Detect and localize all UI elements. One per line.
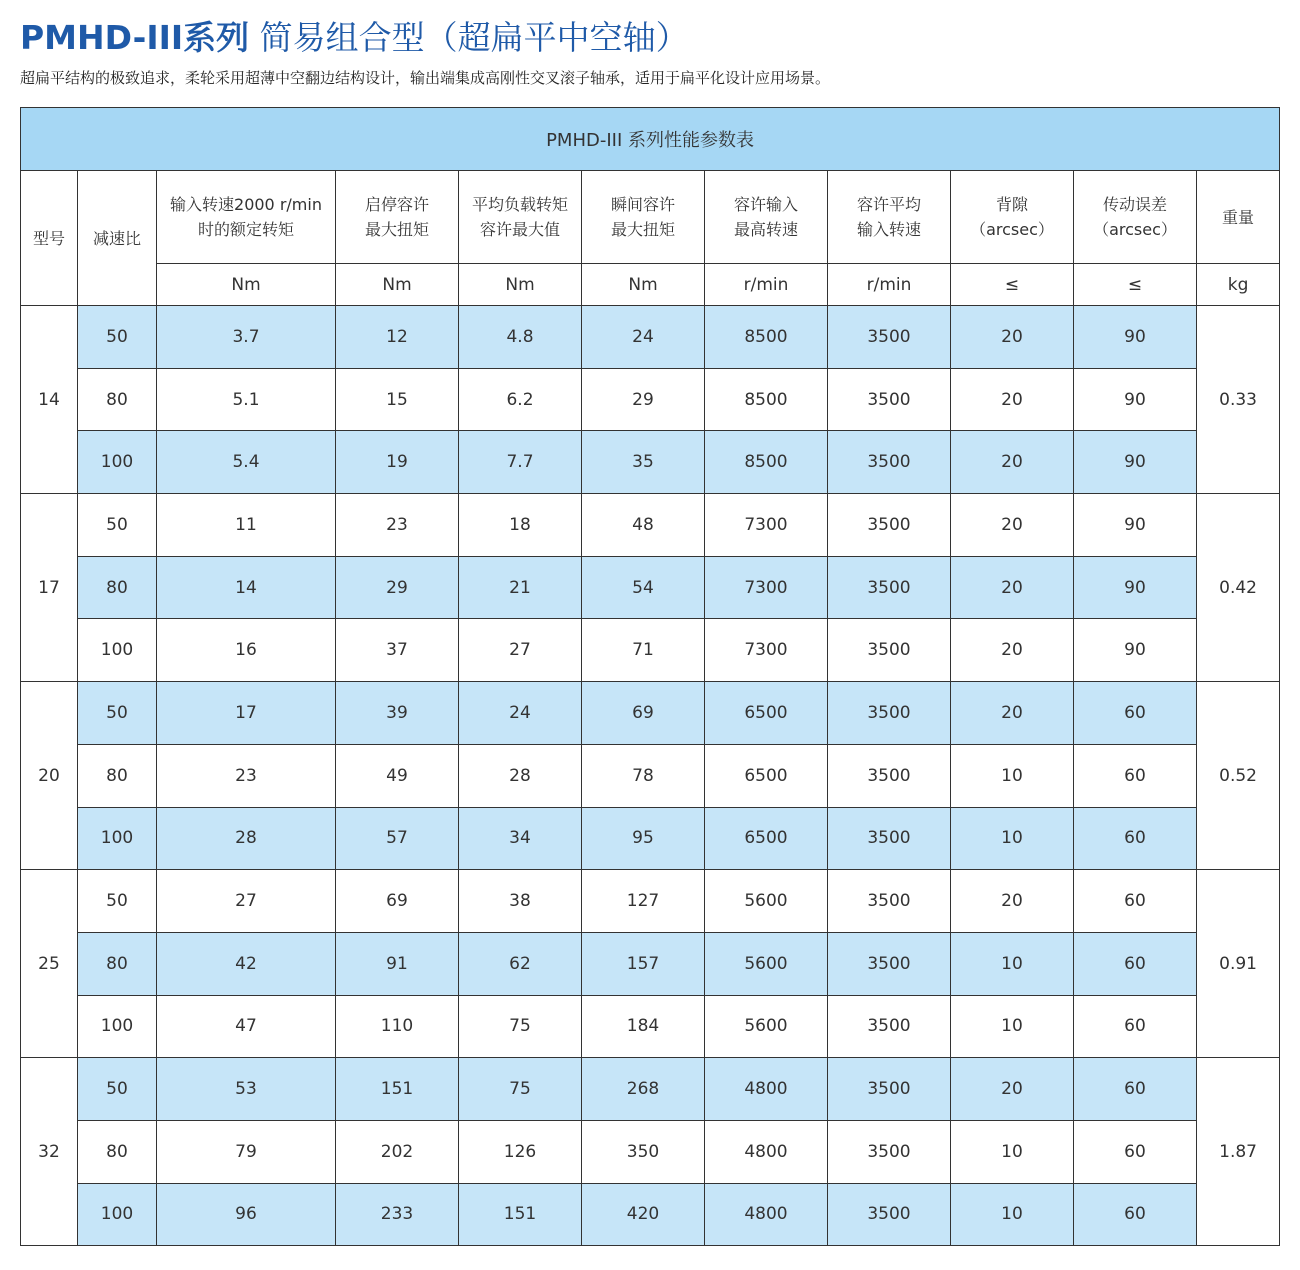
header-weight: 重量	[1197, 171, 1280, 264]
table-cell: 19	[336, 431, 459, 494]
table-cell: 100	[78, 619, 157, 682]
table-cell: 90	[1074, 368, 1197, 431]
table-row	[21, 1183, 1280, 1246]
table-cell: 90	[1074, 619, 1197, 682]
table-cell: 14	[157, 556, 336, 619]
table-cell: 20	[951, 682, 1074, 745]
table-cell: 95	[582, 807, 705, 870]
table-cell: 6500	[705, 682, 828, 745]
table-cell: 50	[78, 870, 157, 933]
table-cell: 54	[582, 556, 705, 619]
table-cell: 34	[459, 807, 582, 870]
table-row	[21, 431, 1280, 494]
table-cell: 42	[157, 932, 336, 995]
table-cell: 20	[951, 306, 1074, 369]
table-cell: 3500	[828, 431, 951, 494]
table-cell: 28	[157, 807, 336, 870]
header-transmission-error: 传动误差 （arcsec）	[1074, 171, 1197, 264]
table-cell: 3500	[828, 870, 951, 933]
model-cell: 20	[21, 682, 78, 870]
table-cell: 100	[78, 1183, 157, 1246]
table-cell: 12	[336, 306, 459, 369]
table-cell: 157	[582, 932, 705, 995]
table-row	[21, 682, 1280, 745]
table-row	[21, 619, 1280, 682]
table-cell: 3500	[828, 682, 951, 745]
table-cell: 80	[78, 368, 157, 431]
table-cell: 20	[951, 556, 1074, 619]
table-cell: 8500	[705, 306, 828, 369]
table-row	[21, 1058, 1280, 1121]
table-cell: 20	[951, 368, 1074, 431]
table-cell: 3500	[828, 1120, 951, 1183]
unit-avg-load-torque: Nm	[459, 264, 582, 306]
table-cell: 91	[336, 932, 459, 995]
header-model: 型号	[21, 171, 78, 306]
table-cell: 350	[582, 1120, 705, 1183]
table-cell: 10	[951, 995, 1074, 1058]
table-cell: 16	[157, 619, 336, 682]
table-row	[21, 744, 1280, 807]
table-cell: 3.7	[157, 306, 336, 369]
table-cell: 7300	[705, 494, 828, 557]
table-cell: 7300	[705, 619, 828, 682]
table-cell: 100	[78, 995, 157, 1058]
table-cell: 35	[582, 431, 705, 494]
table-cell: 21	[459, 556, 582, 619]
table-cell: 4800	[705, 1183, 828, 1246]
table-cell: 27	[459, 619, 582, 682]
weight-cell: 0.52	[1197, 682, 1280, 870]
table-cell: 50	[78, 494, 157, 557]
header-avg-load-torque: 平均负载转矩 容许最大值	[459, 171, 582, 264]
table-cell: 420	[582, 1183, 705, 1246]
table-row	[21, 306, 1280, 369]
table-cell: 17	[157, 682, 336, 745]
table-cell: 90	[1074, 556, 1197, 619]
table-cell: 96	[157, 1183, 336, 1246]
weight-cell: 0.91	[1197, 870, 1280, 1058]
table-cell: 69	[582, 682, 705, 745]
header-rated-torque: 输入转速2000 r/min 时的额定转矩	[157, 171, 336, 264]
table-cell: 3500	[828, 556, 951, 619]
table-cell: 3500	[828, 807, 951, 870]
table-row	[21, 556, 1280, 619]
table-cell: 29	[582, 368, 705, 431]
page-title-description: 简易组合型（超扁平中空轴）	[249, 18, 689, 57]
table-cell: 127	[582, 870, 705, 933]
table-cell: 5600	[705, 995, 828, 1058]
unit-avg-input-speed: r/min	[828, 264, 951, 306]
page-subtitle: 超扁平结构的极致追求，柔轮采用超薄中空翻边结构设计，输出端集成高刚性交叉滚子轴承，适用于扁平化设计应用场景。	[20, 69, 831, 87]
table-cell: 60	[1074, 1058, 1197, 1121]
table-cell: 60	[1074, 870, 1197, 933]
table-cell: 100	[78, 431, 157, 494]
table-cell: 110	[336, 995, 459, 1058]
table-row	[21, 368, 1280, 431]
table-cell: 268	[582, 1058, 705, 1121]
table-cell: 3500	[828, 368, 951, 431]
table-cell: 3500	[828, 494, 951, 557]
unit-weight: kg	[1197, 264, 1280, 306]
table-cell: 3500	[828, 932, 951, 995]
table-cell: 39	[336, 682, 459, 745]
table-cell: 3500	[828, 995, 951, 1058]
table-cell: 5.4	[157, 431, 336, 494]
table-cell: 60	[1074, 682, 1197, 745]
unit-start-stop-torque: Nm	[336, 264, 459, 306]
table-cell: 10	[951, 1120, 1074, 1183]
table-cell: 4800	[705, 1058, 828, 1121]
table-cell: 24	[582, 306, 705, 369]
table-cell: 5600	[705, 932, 828, 995]
table-row	[21, 494, 1280, 557]
model-cell: 25	[21, 870, 78, 1058]
table-cell: 71	[582, 619, 705, 682]
table-cell: 20	[951, 431, 1074, 494]
weight-cell: 0.33	[1197, 306, 1280, 494]
table-cell: 7300	[705, 556, 828, 619]
table-cell: 60	[1074, 995, 1197, 1058]
table-cell: 60	[1074, 807, 1197, 870]
table-cell: 90	[1074, 306, 1197, 369]
table-caption: PMHD-III 系列性能参数表	[21, 108, 1280, 171]
table-cell: 80	[78, 1120, 157, 1183]
table-cell: 27	[157, 870, 336, 933]
table-cell: 4.8	[459, 306, 582, 369]
table-cell: 4800	[705, 1120, 828, 1183]
header-max-input-speed: 容许输入 最高转速	[705, 171, 828, 264]
table-cell: 20	[951, 619, 1074, 682]
spec-table	[20, 107, 1280, 1246]
table-cell: 38	[459, 870, 582, 933]
table-cell: 47	[157, 995, 336, 1058]
table-cell: 20	[951, 494, 1074, 557]
table-cell: 6500	[705, 744, 828, 807]
table-cell: 80	[78, 744, 157, 807]
table-cell: 29	[336, 556, 459, 619]
header-ratio: 减速比	[78, 171, 157, 306]
table-cell: 37	[336, 619, 459, 682]
table-cell: 50	[78, 1058, 157, 1121]
table-cell: 80	[78, 556, 157, 619]
table-cell: 23	[336, 494, 459, 557]
page-title	[20, 16, 689, 60]
model-cell: 17	[21, 494, 78, 682]
table-cell: 126	[459, 1120, 582, 1183]
table-cell: 10	[951, 1183, 1074, 1246]
table-cell: 90	[1074, 494, 1197, 557]
table-cell: 100	[78, 807, 157, 870]
table-cell: 8500	[705, 431, 828, 494]
table-cell: 53	[157, 1058, 336, 1121]
table-cell: 60	[1074, 744, 1197, 807]
table-cell: 48	[582, 494, 705, 557]
unit-max-input-speed: r/min	[705, 264, 828, 306]
table-cell: 5600	[705, 870, 828, 933]
table-cell: 69	[336, 870, 459, 933]
table-row	[21, 932, 1280, 995]
table-cell: 151	[459, 1183, 582, 1246]
table-cell: 10	[951, 807, 1074, 870]
table-cell: 75	[459, 1058, 582, 1121]
table-cell: 10	[951, 932, 1074, 995]
table-row	[21, 1120, 1280, 1183]
table-cell: 79	[157, 1120, 336, 1183]
weight-cell: 1.87	[1197, 1058, 1280, 1246]
header-avg-input-speed: 容许平均 输入转速	[828, 171, 951, 264]
table-cell: 6500	[705, 807, 828, 870]
table-cell: 202	[336, 1120, 459, 1183]
table-cell: 60	[1074, 1120, 1197, 1183]
table-cell: 57	[336, 807, 459, 870]
table-cell: 233	[336, 1183, 459, 1246]
table-row	[21, 807, 1280, 870]
table-cell: 50	[78, 682, 157, 745]
table-cell: 20	[951, 1058, 1074, 1121]
table-cell: 49	[336, 744, 459, 807]
unit-backlash: ≤	[951, 264, 1074, 306]
table-cell: 18	[459, 494, 582, 557]
unit-transmission-error: ≤	[1074, 264, 1197, 306]
model-cell: 32	[21, 1058, 78, 1246]
unit-momentary-torque: Nm	[582, 264, 705, 306]
table-cell: 90	[1074, 431, 1197, 494]
table-cell: 3500	[828, 306, 951, 369]
table-cell: 3500	[828, 1058, 951, 1121]
table-cell: 3500	[828, 619, 951, 682]
model-cell: 14	[21, 306, 78, 494]
table-row	[21, 995, 1280, 1058]
table-cell: 28	[459, 744, 582, 807]
header-backlash: 背隙 （arcsec）	[951, 171, 1074, 264]
table-cell: 7.7	[459, 431, 582, 494]
table-row	[21, 870, 1280, 933]
header-start-stop-torque: 启停容许 最大扭矩	[336, 171, 459, 264]
table-cell: 24	[459, 682, 582, 745]
table-cell: 11	[157, 494, 336, 557]
table-cell: 6.2	[459, 368, 582, 431]
table-cell: 75	[459, 995, 582, 1058]
weight-cell: 0.42	[1197, 494, 1280, 682]
table-cell: 184	[582, 995, 705, 1058]
table-cell: 60	[1074, 932, 1197, 995]
table-cell: 80	[78, 932, 157, 995]
table-body	[21, 306, 1280, 1246]
table-cell: 8500	[705, 368, 828, 431]
header-momentary-torque: 瞬间容许 最大扭矩	[582, 171, 705, 264]
table-cell: 3500	[828, 1183, 951, 1246]
table-cell: 62	[459, 932, 582, 995]
table-cell: 20	[951, 870, 1074, 933]
table-cell: 5.1	[157, 368, 336, 431]
table-cell: 3500	[828, 744, 951, 807]
unit-rated-torque: Nm	[157, 264, 336, 306]
table-cell: 151	[336, 1058, 459, 1121]
table-cell: 10	[951, 744, 1074, 807]
table-cell: 23	[157, 744, 336, 807]
page-title-series: PMHD-III系列	[20, 18, 250, 57]
table-cell: 60	[1074, 1183, 1197, 1246]
table-cell: 15	[336, 368, 459, 431]
table-cell: 78	[582, 744, 705, 807]
table-cell: 50	[78, 306, 157, 369]
